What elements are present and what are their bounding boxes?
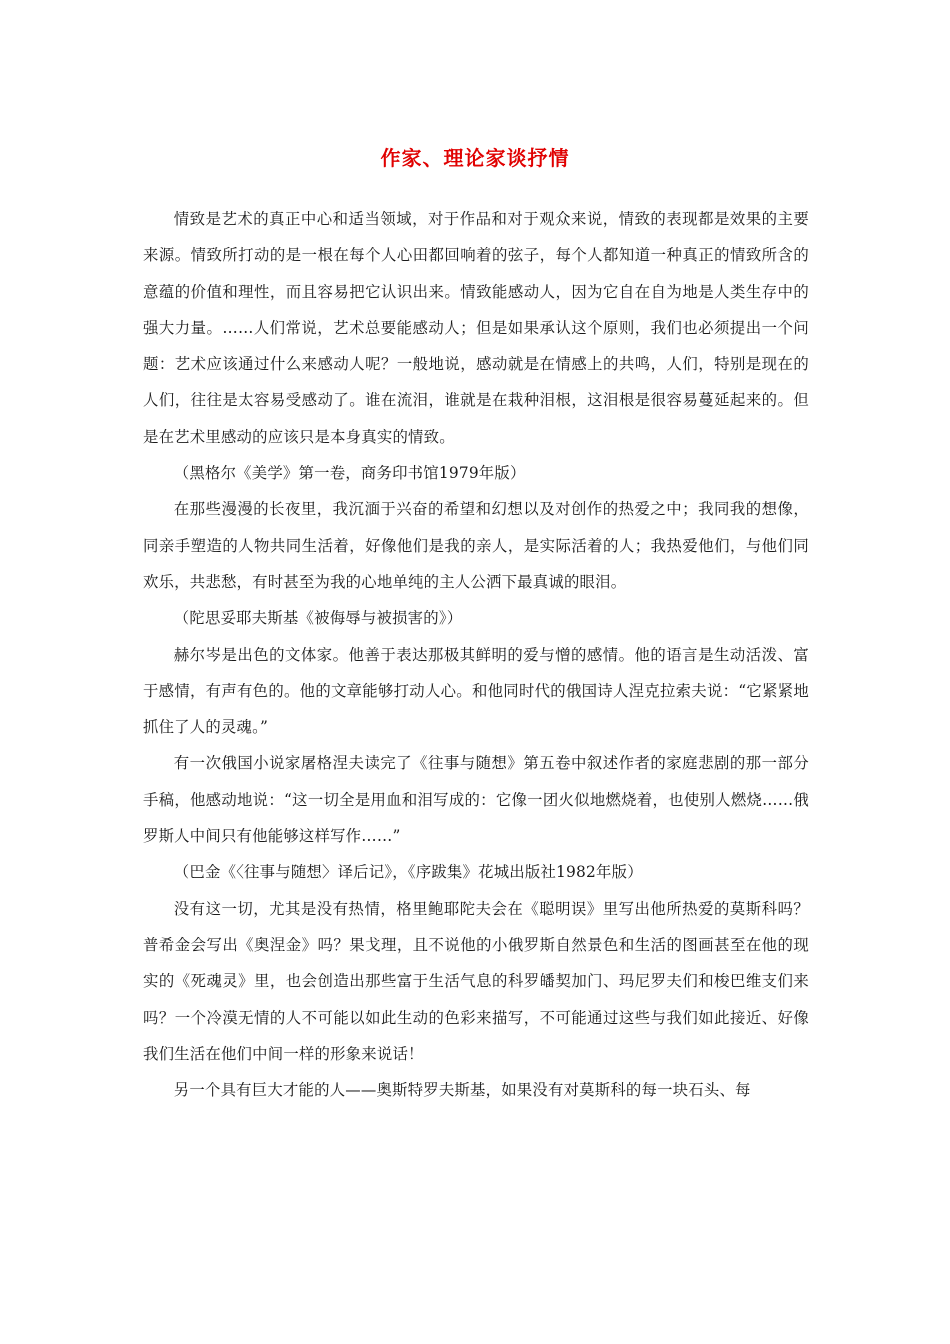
paragraph: 赫尔岑是出色的文体家。他善于表达那极其鲜明的爱与憎的感情。他的语言是生动活泼、富于感情，有声有色的。他的文章能够打动人心。和他同时代的俄国诗人涅克拉索夫说：“它紧紧地抓住了人的灵魂。”: [143, 645, 809, 737]
source-citation: （巴金《〈往事与随想〉译后记》，《序跋集》花城出版社1982年版）: [173, 863, 643, 882]
paragraph: 情致是艺术的真正中心和适当领域，对于作品和对于观众来说，情致的表现都是效果的主要来源。情致所打动的是一根在每个人心田都回响着的弦子，每个人都知道一种真正的情致所含的意蕴的价值和理性，而且容易把它认识出来。情致能感动人，因为它自在自为地是人类生存中的强大力量。……人们常说，艺术总要能感动人；但是如果承认这个原则，我们也必须提出一个问题：艺术应该通过什么来感动人呢？一般地说，感动就是在情感上的共鸣，人们，特别是现在的人们，往往是太容易受感动了。谁在流泪，谁就是在栽种泪根，这泪根是很容易蔓延起来的。但是在艺术里感动的应该只是本身真实的情致。: [143, 210, 809, 446]
paragraph: 有一次俄国小说家屠格涅夫读完了《往事与随想》第五卷中叙述作者的家庭悲剧的那一部分手稿，他感动地说：“这一切全是用血和泪写成的：它像一团火似地燃烧着，也使别人燃烧……俄罗斯人中间只有他能够这样写作……”: [143, 754, 809, 846]
source-citation: （陀思妥耶夫斯基《被侮辱与被损害的》）: [173, 609, 463, 628]
paragraph: 在那些漫漫的长夜里，我沉湎于兴奋的希望和幻想以及对创作的热爱之中；我同我的想像，同亲手塑造的人物共同生活着，好像他们是我的亲人，是实际活着的人；我热爱他们，与他们同欢乐，共悲愁，有时甚至为我的心地单纯的主人公洒下最真诚的眼泪。: [143, 500, 809, 591]
document-body: [143, 201, 809, 1108]
source-citation: （黑格尔《美学》第一卷，商务印书馆1979年版）: [173, 464, 526, 483]
paragraph: 没有这一切，尤其是没有热情，格里鲍耶陀夫会在《聪明误》里写出他所热爱的莫斯科吗？普希金会写出《奥涅金》吗？果戈理，且不说他的小俄罗斯自然景色和生活的图画甚至在他的现实的《死魂灵》里，也会创造出那些富于生活气息的科罗皤契加门、玛尼罗夫们和梭巴维支们来吗？一个冷漠无情的人不可能以如此生动的色彩来描写，不可能通过这些与我们如此接近、好像我们生活在他们中间一样的形象来说话！: [143, 899, 809, 1063]
paragraph: 另一个具有巨大才能的人——奥斯特罗夫斯基，如果没有对莫斯科的每一块石头、每: [173, 1081, 751, 1100]
document-title: 作家、理论家谈抒情: [380, 146, 570, 170]
